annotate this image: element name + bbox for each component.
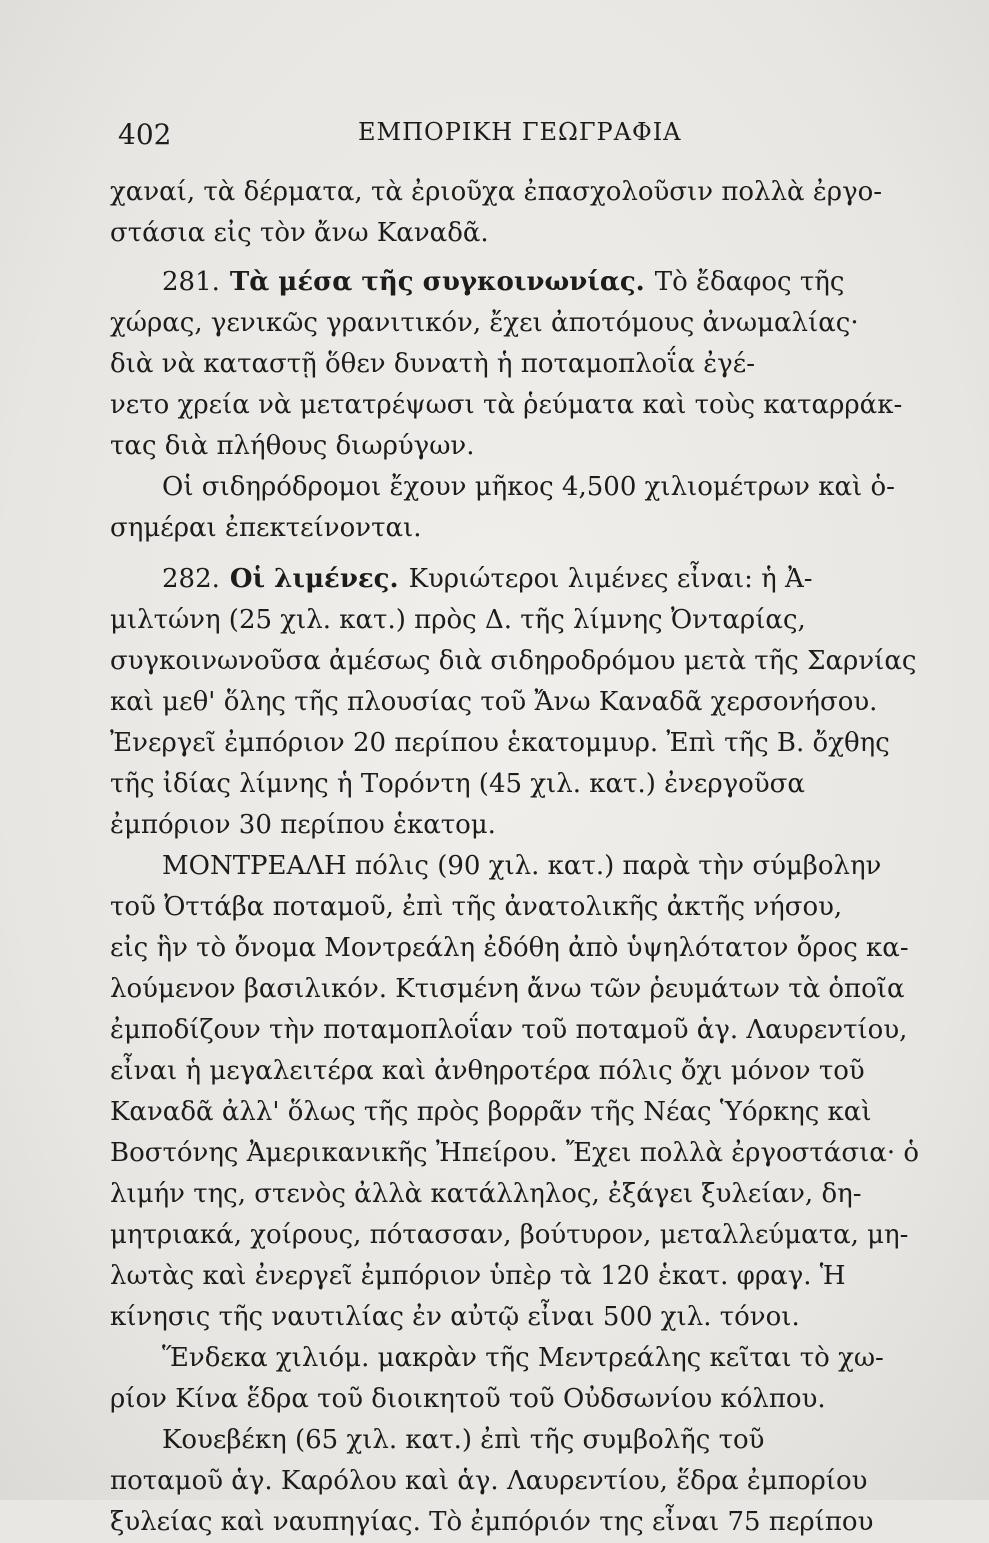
running-head: ΕΜΠΟΡΙΚΗ ΓΕΩΓΡΑΦΙΑ (358, 118, 682, 146)
text-line: ἐμπόριον 30 περίπου ἑκατομ. (110, 810, 496, 840)
text-line: ποταμοῦ ἁγ. Καρόλου καὶ ἁγ. Λαυρεντίου, ἕδρα ἐμπορίου (110, 1466, 868, 1496)
text-line: ξυλείας καὶ ναυπηγίας. Τὸ ἐμπόριόν της εἶναι 75 περίπου (110, 1507, 874, 1537)
section-text: Τὸ ἔδαφος τῆς (654, 267, 845, 297)
text-line: τας διὰ πλήθους διωρύγων. (110, 431, 475, 461)
text-line: ΜΟΝΤΡΕΑΛΗ πόλις (90 χιλ. κατ.) παρὰ τὴν σύμβολην (162, 851, 882, 881)
text-line: Ἐνεργεῖ ἐμπόριον 20 περίπου ἑκατομμυρ. Ἐπὶ τῆς Β. ὄχθης (110, 728, 890, 758)
section-282-heading-line (110, 559, 940, 600)
text-line: Καναδᾶ ἀλλ' ὅλως τῆς πρὸς βορρᾶν τῆς Νέας Ὑόρκης καὶ (110, 1097, 872, 1127)
text-line: λιμήν της, στενὸς ἀλλὰ κατάλληλος, ἐξάγει ξυλείαν, δη- (110, 1179, 862, 1209)
section-title: Τὰ μέσα τῆς συγκοινωνίας. (229, 267, 645, 297)
text-line: νετο χρεία νὰ μετατρέψωσι τὰ ῥεύματα καὶ τοὺς καταρράκ- (110, 390, 903, 420)
text-line: Βοστόνης Ἀμερικανικῆς Ἠπείρου. Ἔχει πολλὰ ἐργοστάσια· ὁ (110, 1138, 920, 1168)
text-line: χαναί, τὰ δέρματα, τὰ ἐριοῦχα ἐπασχολοῦσιν πολλὰ ἐργο- (110, 177, 883, 207)
text-line: λούμενον βασιλικόν. Κτισμένη ἄνω τῶν ῥευμάτων τὰ ὁποῖα (110, 974, 905, 1004)
text-line: καὶ μεθ' ὅλης τῆς πλουσίας τοῦ Ἄνω Καναδᾶ χερσονήσου. (110, 687, 878, 717)
text-line: τοῦ Ὀττάβα ποταμοῦ, ἐπὶ τῆς ἀνατολικῆς ἀκτῆς νήσου, (110, 892, 843, 922)
text-line: στάσια εἰς τὸν ἄνω Καναδᾶ. (110, 218, 489, 248)
text-line: ρίον Κίνα ἕδρα τοῦ διοικητοῦ τοῦ Οὐδσωνίου κόλπου. (110, 1384, 826, 1414)
text-line: εἶναι ἡ μεγαλειτέρα καὶ ἀνθηροτέρα πόλις ὄχι μόνον τοῦ (110, 1056, 865, 1086)
section-number: 282. (162, 564, 220, 594)
text-line: Κουεβέκη (65 χιλ. κατ.) ἐπὶ τῆς συμβολῆς τοῦ (162, 1425, 765, 1455)
page-header (118, 118, 929, 158)
text-line: σημέραι ἐπεκτείνονται. (110, 513, 422, 543)
text-line: χώρας, γενικῶς γρανιτικόν, ἔχει ἀποτόμους ἀνωμαλίας· (110, 308, 859, 338)
section-text: Κυριώτεροι λιμένες εἶναι: ἡ Ἀ- (408, 564, 813, 594)
text-line: λωτὰς καὶ ἐνεργεῖ ἐμπόριον ὑπὲρ τὰ 120 ἑκατ. φραγ. Ἡ (110, 1261, 846, 1291)
text-line: Οἱ σιδηρόδρομοι ἔχουν μῆκος 4,500 χιλιομέτρων καὶ ὁ- (162, 472, 895, 502)
text-line: ἐμποδίζουν τὴν ποταμοπλοΐαν τοῦ ποταμοῦ ἁγ. Λαυρεντίου, (110, 1015, 908, 1045)
section-number: 281. (162, 267, 220, 297)
text-line: μιλτώνη (25 χιλ. κατ.) πρὸς Δ. τῆς λίμνης Ὀνταρίας, (110, 605, 806, 635)
text-line: εἰς ἣν τὸ ὄνομα Μοντρεάλη ἐδόθη ἀπὸ ὑψηλότατον ὄρος κα- (110, 933, 909, 963)
page-number: 402 (118, 118, 172, 151)
text-line: μητριακά, χοίρους, πότασσαν, βούτυρον, μεταλλεύματα, μη- (110, 1220, 909, 1250)
section-281-heading-line (110, 262, 940, 303)
page-body (110, 172, 940, 1543)
text-line: Ἕνδεκα χιλιόμ. μακρὰν τῆς Μεντρεάλης κεῖται τὸ χω- (162, 1343, 884, 1373)
section-title: Οἱ λιμένες. (229, 564, 399, 594)
text-line: συγκοινωνοῦσα ἀμέσως διὰ σιδηροδρόμου μετὰ τῆς Σαρνίας (110, 646, 917, 676)
text-line: κίνησις τῆς ναυτιλίας ἐν αὐτῷ εἶναι 500 χιλ. τόνοι. (110, 1302, 800, 1332)
text-line: διὰ νὰ καταστῇ ὅθεν δυνατὴ ἡ ποταμοπλοΐα ἐγέ- (110, 349, 755, 379)
text-line: τῆς ἰδίας λίμνης ἡ Τορόντη (45 χιλ. κατ.) ἐνεργοῦσα (110, 769, 805, 799)
